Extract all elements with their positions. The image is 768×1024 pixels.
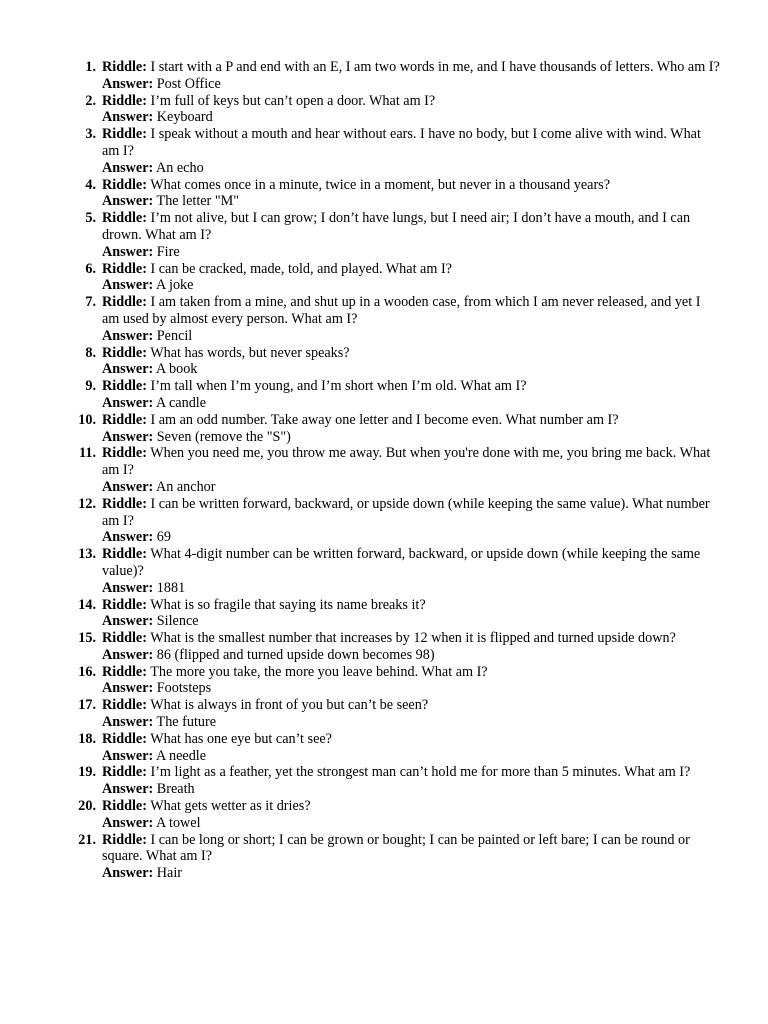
answer-text: Footsteps [156, 680, 212, 697]
answer-text: Fire [156, 243, 180, 260]
riddle-text: What 4-digit number can be written forward, backward, or upside down (while keeping the same value)? [102, 546, 701, 579]
riddle-text: I speak without a mouth and hear without ears. I have no body, but I come alive with wind. What am I? [102, 126, 701, 159]
riddle-line [102, 496, 720, 530]
riddle-line [102, 294, 720, 328]
list-item [0, 261, 768, 295]
riddle-line [102, 261, 720, 278]
riddle-line [102, 731, 720, 748]
riddle-label: Riddle: [102, 126, 147, 143]
answer-line [102, 580, 720, 597]
answer-label: Answer: [102, 865, 154, 882]
riddle-label: Riddle: [102, 495, 147, 512]
answer-line [102, 815, 720, 832]
riddle-text: The more you take, the more you leave behind. What am I? [150, 663, 488, 680]
item-number: 15. [78, 630, 96, 647]
list-item [0, 93, 768, 127]
answer-text: A towel [156, 814, 201, 831]
riddle-label: Riddle: [102, 344, 147, 361]
riddle-line [102, 93, 720, 110]
answer-text: The letter "M" [156, 193, 240, 210]
answer-text: A candle [156, 394, 207, 411]
riddle-line [102, 445, 720, 479]
list-item [0, 126, 768, 176]
riddle-text: What is so fragile that saying its name breaks it? [150, 596, 426, 613]
answer-line [102, 479, 720, 496]
riddle-line [102, 378, 720, 395]
riddle-label: Riddle: [102, 697, 147, 714]
item-number: 21. [78, 831, 96, 848]
answer-text: Keyboard [156, 109, 213, 126]
item-number: 14. [78, 596, 96, 613]
riddle-line [102, 597, 720, 614]
riddle-text: I start with a P and end with an E, I am two words in me, and I have thousands of letters. Who am I? [150, 59, 720, 75]
item-number: 16. [78, 663, 96, 680]
answer-label: Answer: [102, 109, 154, 126]
list-item [0, 177, 768, 211]
item-number: 1. [85, 59, 96, 75]
riddle-label: Riddle: [102, 546, 147, 563]
riddle-text: I’m not alive, but I can grow; I don’t have lungs, but I need air; I don’t have a mouth, and I can drown. What am I? [102, 210, 691, 243]
list-item [0, 764, 768, 798]
document-page [0, 59, 768, 882]
answer-text: 1881 [156, 579, 186, 596]
riddle-line [102, 798, 720, 815]
riddle-label: Riddle: [102, 411, 147, 428]
answer-label: Answer: [102, 781, 154, 798]
answer-line [102, 160, 720, 177]
riddle-line [102, 546, 720, 580]
answer-label: Answer: [102, 327, 154, 344]
riddle-line [102, 177, 720, 194]
riddle-text: I’m tall when I’m young, and I’m short when I’m old. What am I? [150, 378, 527, 395]
answer-text: Post Office [156, 75, 221, 92]
answer-label: Answer: [102, 814, 154, 831]
list-item [0, 798, 768, 832]
answer-text: A book [156, 361, 198, 378]
item-number: 17. [78, 697, 96, 714]
riddle-label: Riddle: [102, 59, 147, 75]
answer-label: Answer: [102, 193, 154, 210]
riddle-line [102, 832, 720, 866]
list-item [0, 412, 768, 446]
answer-line [102, 613, 720, 630]
riddle-line [102, 697, 720, 714]
answer-label: Answer: [102, 277, 154, 294]
riddle-text: I’m light as a feather, yet the strongest man can’t hold me for more than 5 minutes. What am I? [150, 764, 691, 781]
item-number: 18. [78, 730, 96, 747]
riddle-text: What has one eye but can’t see? [150, 730, 332, 747]
list-item [0, 294, 768, 344]
answer-line [102, 748, 720, 765]
item-number: 13. [78, 546, 96, 563]
riddle-text: I can be cracked, made, told, and played. What am I? [150, 260, 452, 277]
item-number: 11. [79, 445, 96, 462]
answer-label: Answer: [102, 243, 154, 260]
item-number: 12. [78, 495, 96, 512]
answer-label: Answer: [102, 646, 154, 663]
riddle-text: I am an odd number. Take away one letter and I become even. What number am I? [150, 411, 619, 428]
answer-line [102, 395, 720, 412]
answer-label: Answer: [102, 579, 154, 596]
riddle-label: Riddle: [102, 730, 147, 747]
answer-label: Answer: [102, 478, 154, 495]
list-item [0, 597, 768, 631]
item-number: 3. [85, 126, 96, 143]
item-number: 4. [85, 176, 96, 193]
riddle-text: I can be long or short; I can be grown or bought; I can be painted or left bare; I can be round or square. What am I? [102, 831, 690, 865]
riddle-text: I am taken from a mine, and shut up in a wooden case, from which I am never released, and yet I am used by almost every person. What am I? [102, 294, 701, 327]
riddle-label: Riddle: [102, 630, 147, 647]
riddle-label: Riddle: [102, 378, 147, 395]
riddle-text: What has words, but never speaks? [150, 344, 350, 361]
answer-line [102, 109, 720, 126]
riddle-label: Riddle: [102, 663, 147, 680]
riddle-label: Riddle: [102, 445, 147, 462]
riddle-line [102, 59, 720, 76]
answer-text: The future [156, 714, 217, 731]
riddle-label: Riddle: [102, 176, 147, 193]
riddle-line [102, 345, 720, 362]
answer-label: Answer: [102, 680, 154, 697]
list-item [0, 664, 768, 698]
item-number: 6. [85, 260, 96, 277]
list-item [0, 59, 768, 93]
riddle-text: When you need me, you throw me away. But when you're done with me, you bring me back. What am I? [102, 445, 711, 479]
riddle-label: Riddle: [102, 210, 147, 227]
list-item [0, 496, 768, 546]
answer-line [102, 193, 720, 210]
answer-label: Answer: [102, 361, 154, 378]
list-item [0, 345, 768, 379]
riddle-label: Riddle: [102, 260, 147, 277]
answer-text: 86 (flipped and turned upside down becomes 98) [156, 646, 435, 663]
list-item [0, 546, 768, 596]
answer-text: Seven (remove the "S") [156, 428, 291, 445]
riddle-text: What is always in front of you but can’t be seen? [150, 697, 429, 714]
riddle-label: Riddle: [102, 831, 147, 848]
answer-label: Answer: [102, 428, 154, 445]
riddle-line [102, 210, 720, 244]
riddle-list [0, 59, 768, 882]
item-number: 20. [78, 798, 96, 815]
riddle-label: Riddle: [102, 92, 147, 109]
answer-line [102, 680, 720, 697]
riddle-text: What is the smallest number that increases by 12 when it is flipped and turned upside down? [150, 630, 676, 647]
riddle-line [102, 630, 720, 647]
answer-line [102, 529, 720, 546]
answer-line [102, 647, 720, 664]
answer-text: Silence [156, 613, 199, 630]
list-item [0, 697, 768, 731]
item-number: 19. [78, 764, 96, 781]
answer-label: Answer: [102, 159, 154, 176]
riddle-line [102, 126, 720, 160]
answer-text: Hair [156, 865, 182, 882]
list-item [0, 445, 768, 495]
riddle-label: Riddle: [102, 764, 147, 781]
list-item [0, 731, 768, 765]
item-number: 7. [85, 294, 96, 311]
list-item [0, 630, 768, 664]
answer-line [102, 429, 720, 446]
answer-label: Answer: [102, 613, 154, 630]
answer-line [102, 865, 720, 882]
riddle-text: What gets wetter as it dries? [150, 798, 311, 815]
item-number: 10. [78, 411, 96, 428]
riddle-text: What comes once in a minute, twice in a moment, but never in a thousand years? [150, 176, 610, 193]
answer-text: Pencil [156, 327, 193, 344]
answer-line [102, 277, 720, 294]
riddle-label: Riddle: [102, 294, 147, 311]
answer-text: Breath [156, 781, 195, 798]
answer-text: A joke [156, 277, 194, 294]
answer-label: Answer: [102, 529, 154, 546]
answer-text: 69 [156, 529, 171, 546]
riddle-line [102, 764, 720, 781]
riddle-label: Riddle: [102, 596, 147, 613]
answer-label: Answer: [102, 747, 154, 764]
riddle-line [102, 664, 720, 681]
item-number: 9. [85, 378, 96, 395]
list-item [0, 378, 768, 412]
answer-line [102, 328, 720, 345]
list-item [0, 210, 768, 260]
answer-line [102, 781, 720, 798]
riddle-line [102, 412, 720, 429]
answer-text: An anchor [156, 478, 216, 495]
answer-label: Answer: [102, 714, 154, 731]
item-number: 8. [85, 344, 96, 361]
riddle-label: Riddle: [102, 798, 147, 815]
answer-line [102, 76, 720, 93]
answer-label: Answer: [102, 394, 154, 411]
answer-line [102, 244, 720, 261]
answer-line [102, 714, 720, 731]
answer-text: A needle [156, 747, 207, 764]
answer-line [102, 361, 720, 378]
list-item [0, 832, 768, 882]
riddle-text: I can be written forward, backward, or upside down (while keeping the same value). What number am I? [102, 495, 710, 529]
item-number: 5. [85, 210, 96, 227]
item-number: 2. [85, 92, 96, 109]
riddle-text: I’m full of keys but can’t open a door. What am I? [150, 92, 436, 109]
answer-label: Answer: [102, 75, 154, 92]
answer-text: An echo [156, 159, 204, 176]
